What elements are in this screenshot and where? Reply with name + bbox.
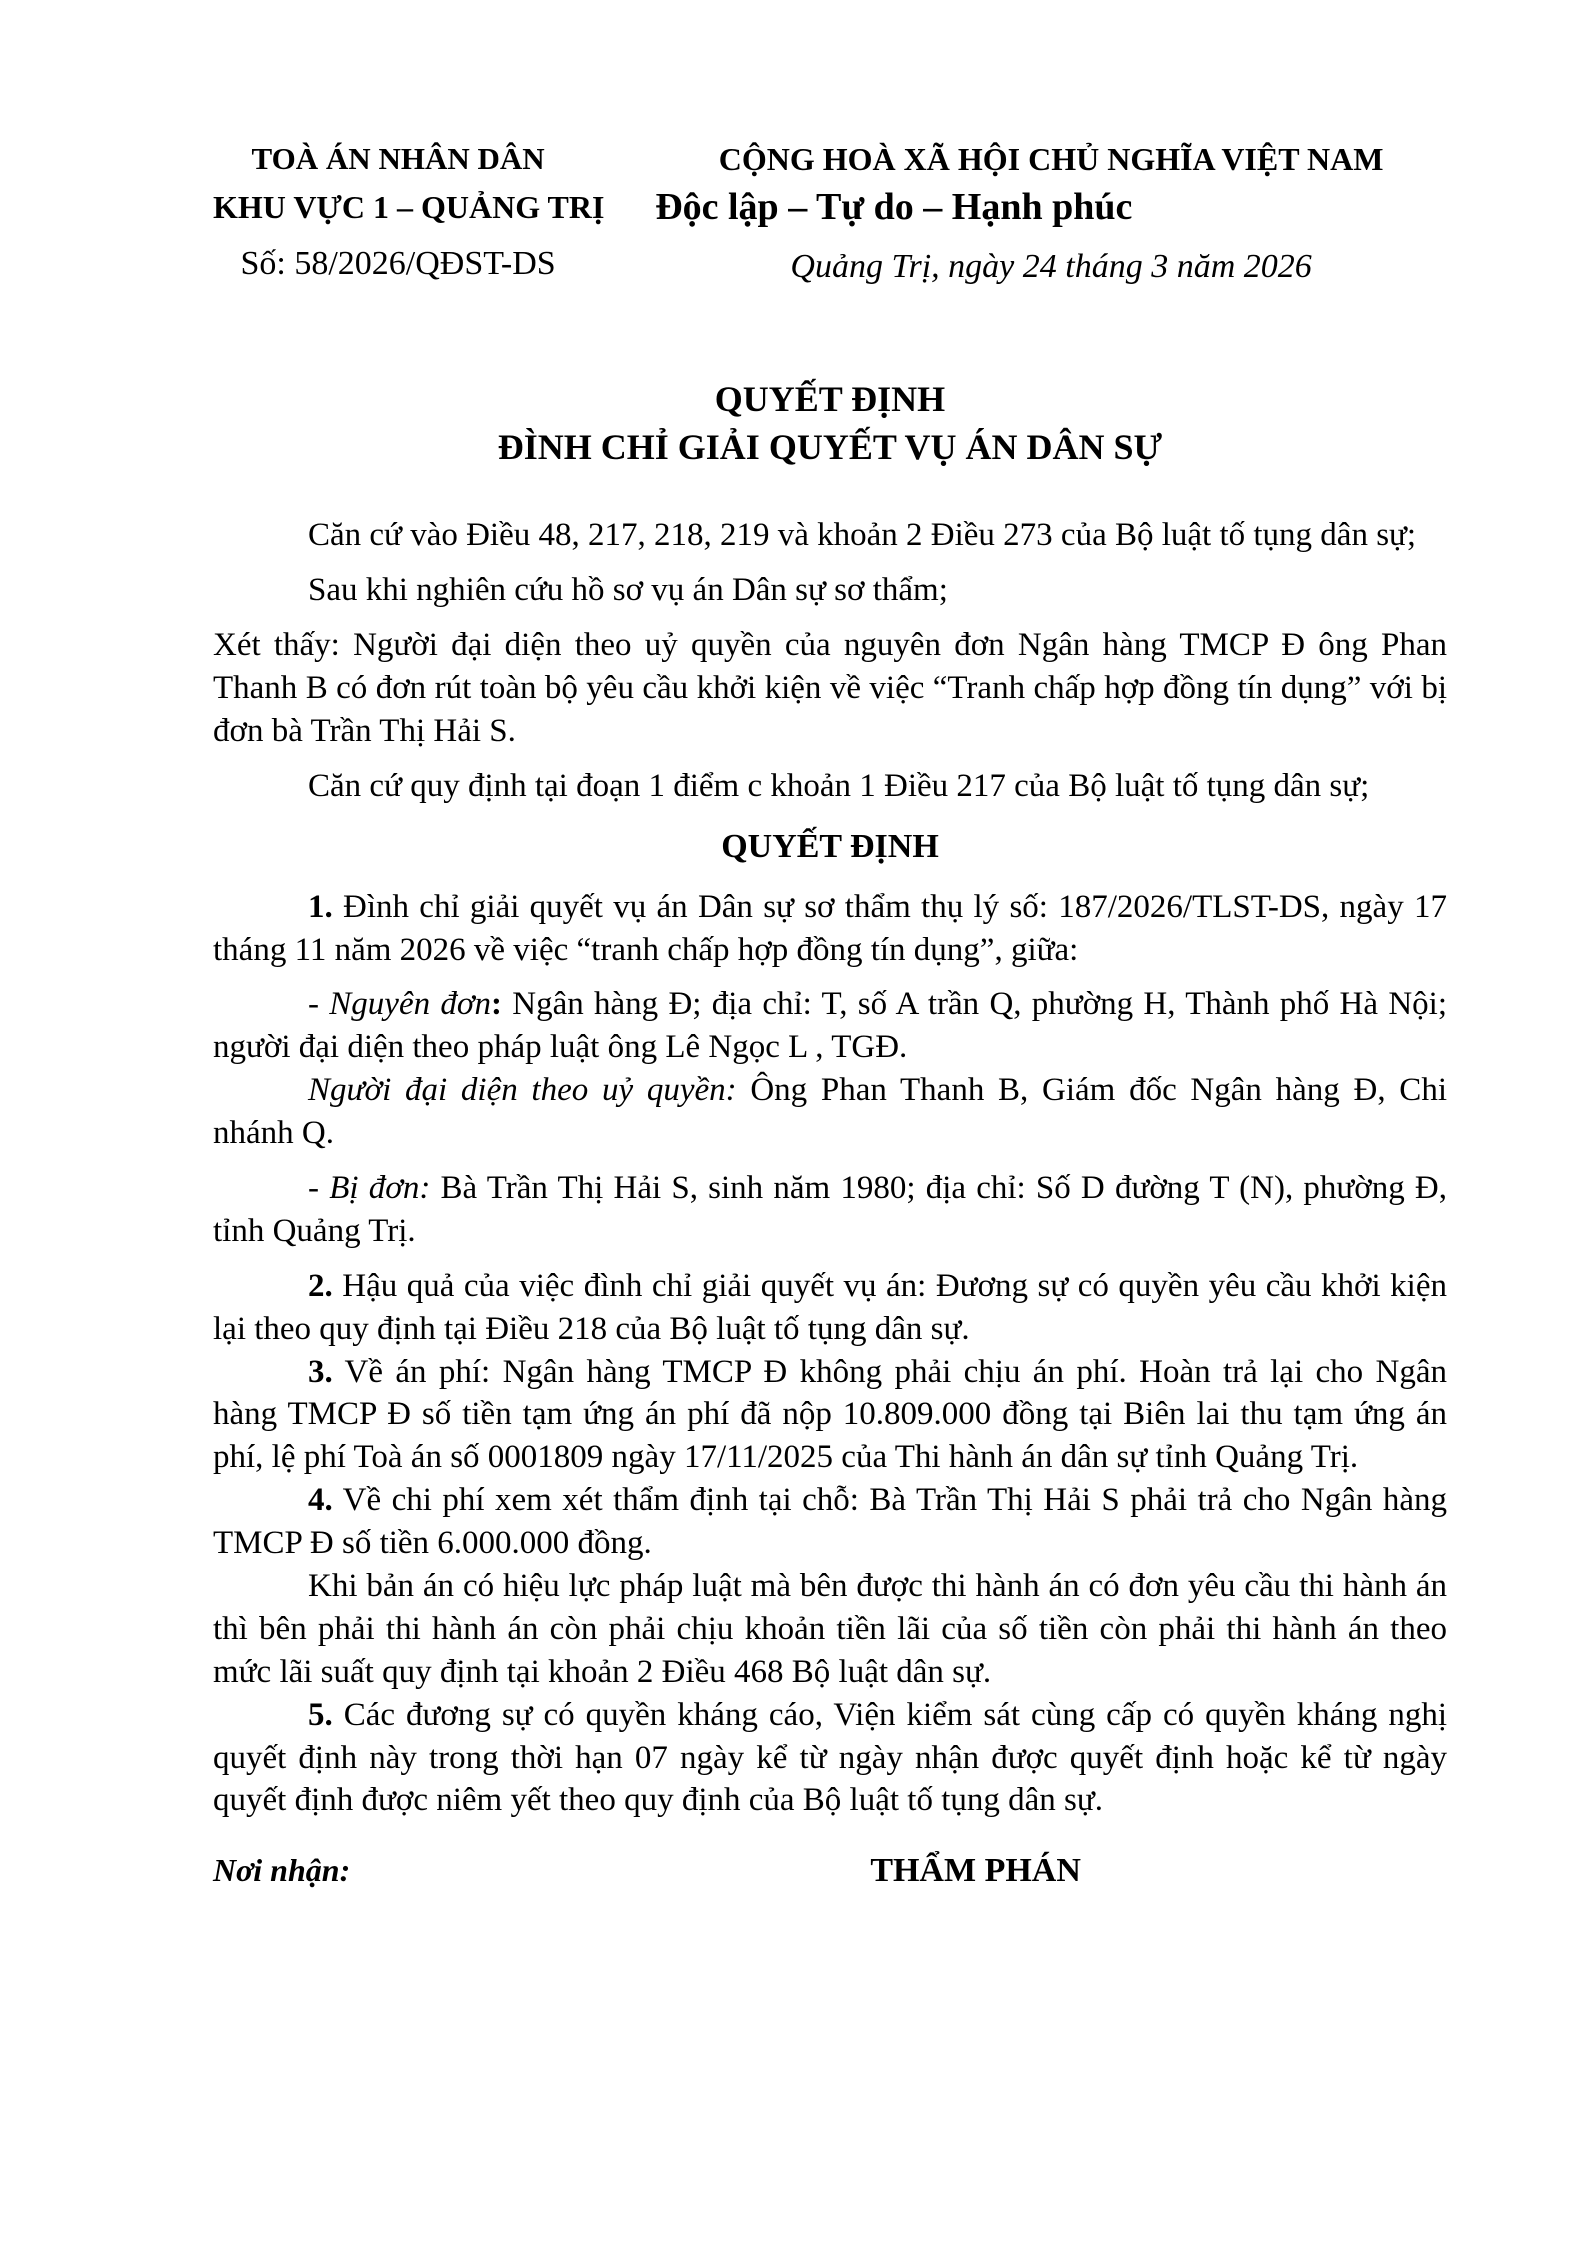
text-run: 3. — [308, 1353, 333, 1390]
text-run: Ngân hàng Đ; địa chỉ: T, số A trần Q, phường H, Thành phố Hà Nội; người đại diện theo pháp luật ông Lê Ngọc L , TGĐ. — [213, 986, 1447, 1066]
text-run: 5. — [308, 1696, 333, 1733]
section-heading — [213, 825, 1447, 869]
paragraph — [213, 1694, 1447, 1823]
court-name-line2: KHU VỰC 1 – QUẢNG TRỊ — [213, 189, 605, 226]
text-run: Căn cứ vào Điều 48, 217, 218, 219 và khoản 2 Điều 273 của Bộ luật tố tụng dân sự; — [308, 517, 1417, 554]
text-run: Bị đơn: — [329, 1170, 431, 1207]
text-run: Nguyên đơn — [329, 986, 491, 1023]
text-run: Căn cứ quy định tại đoạn 1 điểm c khoản 1 Điều 217 của Bộ luật tố tụng dân sự; — [308, 767, 1370, 804]
paragraph — [213, 624, 1447, 753]
text-run: : — [490, 986, 502, 1023]
paragraph — [213, 1565, 1447, 1694]
text-run: Bà Trần Thị Hải S, sinh năm 1980; địa chỉ: Số D đường T (N), phường Đ, tỉnh Quảng Trị. — [213, 1170, 1447, 1249]
text-run: - — [308, 986, 330, 1023]
text-run: Khi bản án có hiệu lực pháp luật mà bên được thi hành án có đơn yêu cầu thi hành án thì bên phải thi hành án còn phải chịu khoản tiền lãi của số tiền còn phải thi hành án theo mức lãi suất quy định tại khoản 2 Điều 468 Bộ luật dân sự. — [213, 1568, 1447, 1690]
text-run: 4. — [308, 1482, 333, 1519]
recipients-label: Nơi nhận: — [213, 1852, 351, 1889]
text-run: 1. — [308, 888, 333, 925]
issue-date: Quảng Trị, ngày 24 tháng 3 năm 2026 — [790, 248, 1312, 286]
paragraph — [213, 1069, 1447, 1155]
text-run: QUYẾT ĐỊNH — [721, 828, 939, 866]
paragraph — [213, 1351, 1447, 1480]
text-run: Đình chỉ giải quyết vụ án Dân sự sơ thẩm thụ lý số: 187/2026/TLST-DS, ngày 17 tháng 11 năm 2026 về việc “tranh chấp hợp đồng tín dụng”, giữa: — [213, 888, 1447, 968]
document-header — [213, 135, 1447, 286]
paragraph — [213, 765, 1447, 808]
court-name-line1: TOÀ ÁN NHÂN DÂN — [251, 141, 545, 176]
national-title: CỘNG HOÀ XÃ HỘI CHỦ NGHĨA VIỆT NAM — [718, 141, 1384, 177]
document-footer — [213, 1852, 1447, 1922]
document-body — [213, 514, 1447, 1822]
document-number: Số: 58/2026/QĐST-DS — [240, 245, 556, 283]
text-run: Ông Phan Thanh B, Giám đốc Ngân hàng Đ, Chi nhánh Q. — [213, 1072, 1447, 1152]
paragraph — [213, 569, 1447, 612]
document-title — [213, 376, 1447, 472]
text-run: Hậu quả của việc đình chỉ giải quyết vụ án: Đương sự có quyền yêu cầu khởi kiện lại theo quy định tại Điều 218 của Bộ luật tố tụng dân sự. — [213, 1267, 1447, 1347]
title-line2: ĐÌNH CHỈ GIẢI QUYẾT VỤ ÁN DÂN SỰ — [497, 427, 1163, 468]
judge-title: THẨM PHÁN — [870, 1852, 1081, 1890]
text-run: Về chi phí xem xét thẩm định tại chỗ: Bà Trần Thị Hải S phải trả cho Ngân hàng TMCP Đ số tiền 6.000.000 đồng. — [213, 1482, 1447, 1562]
text-run: Về án phí: Ngân hàng TMCP Đ không phải chịu án phí. Hoàn trả lại cho Ngân hàng TMCP Đ số tiền tạm ứng án phí đã nộp 10.809.000 đồng tại Biên lai thu tạm ứng án phí, lệ phí Toà án số 0001809 ngày 17/11/2025 của Thi hành án dân sự tỉnh Quảng Trị. — [213, 1353, 1447, 1476]
text-run: Các đương sự có quyền kháng cáo, Viện kiểm sát cùng cấp có quyền kháng nghị quyết định này trong thời hạn 07 ngày kể từ ngày nhận được quyết định hoặc kể từ ngày quyết định được niêm yết theo quy định của Bộ luật tố tụng dân sự. — [213, 1696, 1447, 1819]
paragraph — [213, 1167, 1447, 1253]
text-run: Sau khi nghiên cứu hồ sơ vụ án Dân sự sơ thẩm; — [308, 572, 948, 609]
text-run: Xét thấy: Người đại diện theo uỷ quyền của nguyên đơn Ngân hàng TMCP Đ ông Phan Thanh B có đơn rút toàn bộ yêu cầu khởi kiện về việc “Tranh chấp hợp đồng tín dụng” với bị đơn bà Trần Thị Hải S. — [213, 626, 1447, 749]
national-header-block — [583, 135, 1447, 286]
paragraph — [213, 983, 1447, 1069]
title-line1: QUYẾT ĐỊNH — [714, 379, 946, 420]
court-name-block — [213, 135, 605, 283]
paragraph — [213, 1479, 1447, 1565]
text-run: 2. — [308, 1267, 333, 1304]
paragraph — [213, 886, 1447, 972]
national-motto: Độc lập – Tự do – Hạnh phúc — [655, 186, 1133, 228]
paragraph — [213, 514, 1447, 557]
text-run: Người đại diện theo uỷ quyền: — [308, 1072, 737, 1109]
text-run: - — [308, 1170, 330, 1207]
paragraph — [213, 1265, 1447, 1351]
